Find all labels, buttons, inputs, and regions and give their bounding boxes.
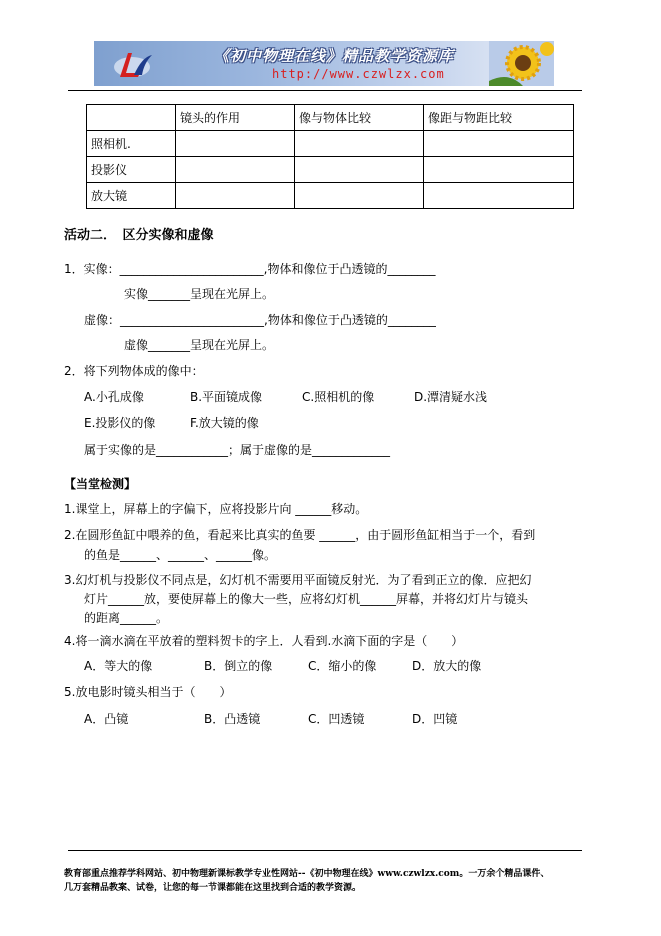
q1-real-line: 1．实像：________________________,物体和像位于凸透镜的________ [64, 262, 436, 276]
footer-divider [68, 850, 582, 851]
table-cell [295, 157, 424, 183]
table-header-cell: 像距与物距比较 [424, 105, 574, 131]
table-cell: 照相机. [87, 131, 176, 157]
activity2-title: 活动二． 区分实像和虚像 [64, 228, 214, 243]
table-cell [176, 183, 295, 209]
q5-option: C．凹透镜 [308, 712, 365, 726]
table-row [87, 131, 574, 157]
table-row [87, 183, 574, 209]
q2-option: B.平面镜成像 [190, 390, 263, 404]
footer-line2: 几万套精品教案、试卷，让您的每一节课都能在这里找到合适的教学资源。 [64, 883, 362, 893]
q1-virtual-line2: 虚像_______呈现在光屏上。 [124, 338, 275, 352]
table-header-row [87, 105, 574, 131]
check-q2-line2: 的鱼是______、______、______像。 [84, 548, 277, 562]
table-cell [295, 183, 424, 209]
site-logo-icon [112, 47, 156, 81]
q2-option: A.小孔成像 [84, 390, 144, 404]
check-q3-line3: 的距离______。 [84, 611, 169, 625]
table-cell [424, 183, 574, 209]
table-cell: 放大镜 [87, 183, 176, 209]
table-header-cell: 镜头的作用 [176, 105, 295, 131]
q1-real-line2: 实像_______呈现在光屏上。 [124, 287, 275, 301]
check-q3-line2: 灯片______放，要使屏幕上的像大一些，应将幻灯机______屏幕，并将幻灯片与镜头 [84, 592, 529, 606]
check-q3-line1: 3.幻灯机与投影仪不同点是，幻灯机不需要用平面镜反射光．为了看到正立的像．应把幻 [64, 573, 532, 587]
q5-option: D．凹镜 [412, 712, 458, 726]
q2-option: E.投影仪的像 [84, 416, 156, 430]
table-cell [176, 131, 295, 157]
q4-option: D．放大的像 [412, 659, 482, 673]
check-q1: 1.课堂上，屏幕上的字偏下，应将投影片向 ______移动。 [64, 502, 368, 516]
q4-option: C．缩小的像 [308, 659, 377, 673]
check-q5: 5.放电影时镜头相当于（ ） [64, 685, 232, 699]
q2-option: F.放大镜的像 [190, 416, 259, 430]
header-banner [94, 41, 554, 86]
q2-prompt: 2．将下列物体成的像中： [64, 364, 204, 378]
q2-answer: 属于实像的是____________；属于虚像的是_____________ [84, 443, 391, 457]
table-header-cell: 像与物体比较 [295, 105, 424, 131]
footer-line1: 教育部重点推荐学科网站、初中物理新课标教学专业性网站--《初中物理在线》www.czwlzx.com。一万余个精品课件、 [64, 869, 550, 879]
q2-option: D.潭清疑水浅 [414, 390, 488, 404]
header-divider [68, 90, 582, 91]
q2-option: C.照相机的像 [302, 390, 375, 404]
lens-comparison-table [86, 104, 574, 209]
check-q4: 4.将一滴水滴在平放着的塑料贺卡的字上．人看到.水滴下面的字是（ ） [64, 634, 464, 648]
table-cell [424, 157, 574, 183]
table-header-cell [87, 105, 176, 131]
table-row [87, 157, 574, 183]
q5-option: B．凸透镜 [204, 712, 261, 726]
banner-url: http://www.czwlzx.com [272, 67, 445, 81]
table-cell [295, 131, 424, 157]
check-q2-line1: 2.在圆形鱼缸中喂养的鱼，看起来比真实的鱼要 ______，由于圆形鱼缸相当于一个，看到 [64, 528, 536, 542]
sunflower-icon [489, 41, 554, 86]
q1-virtual-line: 虚像：________________________,物体和像位于凸透镜的________ [84, 313, 436, 327]
table-cell [424, 131, 574, 157]
q4-option: B．倒立的像 [204, 659, 273, 673]
q4-option: A．等大的像 [84, 659, 153, 673]
table-cell: 投影仪 [87, 157, 176, 183]
table-cell [176, 157, 295, 183]
check-title: 【当堂检测】 [64, 477, 137, 491]
q5-option: A．凸镜 [84, 712, 129, 726]
banner-title: 《初中物理在线》精品教学资源库 [214, 47, 455, 65]
